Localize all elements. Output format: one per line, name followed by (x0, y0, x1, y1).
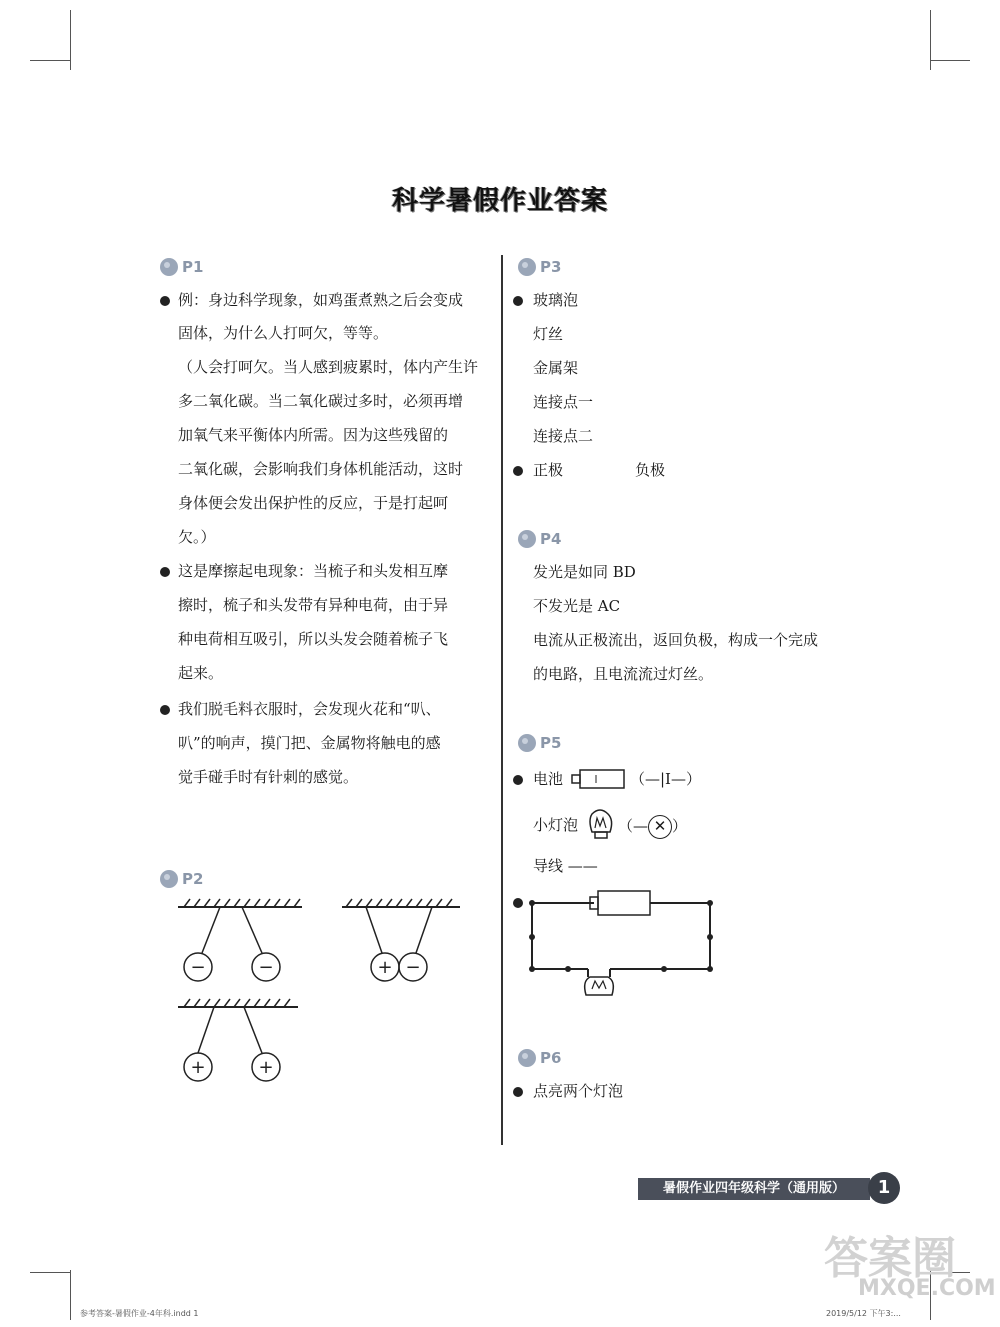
crop-mark (30, 1272, 70, 1273)
p4-text-line: 不发光是 AC (533, 597, 621, 615)
p3-negative-pole: 负极 (635, 461, 666, 479)
crop-mark (70, 10, 71, 70)
battery-icon (568, 766, 628, 792)
p3-list-item: 连接点二 (533, 427, 594, 445)
p1-text-line: 加氧气来平衡体内所需。因为这些残留的 (178, 426, 449, 444)
p1-text-line: （人会打呵欠。当人感到疲累时，体内产生许 (178, 358, 479, 376)
section-heading-label: P4 (540, 530, 562, 548)
bullet-icon (513, 296, 523, 306)
p5-battery-label: 电池 (533, 770, 564, 788)
p1-text-line: 叭”的响声，摸门把、金属物将触电的感 (178, 734, 441, 752)
section-dot-icon (518, 258, 536, 276)
charge-sign: − (190, 957, 206, 978)
p5-bulb-symbol (618, 815, 687, 839)
section-dot-icon (518, 734, 536, 752)
section-heading-p5 (518, 734, 561, 752)
bullet-icon (513, 466, 523, 476)
p4-text-line: 电流从正极流出，返回负极，构成一个完成 (533, 631, 819, 649)
p1-text-line: 我们脱毛料衣服时，会发现火花和“叭、 (178, 700, 441, 718)
print-info: 2019/5/12 下午3:... (826, 1309, 901, 1318)
crop-mark (30, 60, 70, 61)
p3-list-item: 玻璃泡 (533, 291, 579, 309)
p5-bulb-symbol-open: （— (618, 817, 649, 835)
bullet-icon (513, 1087, 523, 1097)
page-title: 科学暑假作业答案 (391, 186, 608, 216)
section-dot-icon (518, 1049, 536, 1067)
bullet-icon (160, 705, 170, 715)
p1-text-line: 例：身边科学现象，如鸡蛋煮熟之后会变成 (178, 291, 464, 309)
section-dot-icon (518, 530, 536, 548)
footer-band: 暑假作业四年级科学（通用版） (638, 1178, 870, 1200)
p4-text-line: 的电路，且电流流过灯丝。 (533, 665, 714, 683)
p3-list-item: 灯丝 (533, 325, 564, 343)
p3-list-item: 金属架 (533, 359, 579, 377)
p3-positive-pole: 正极 (533, 461, 564, 479)
p1-text-line: 固体，为什么人打呵欠，等等。 (178, 324, 389, 342)
p1-text-line: 身体便会发出保护性的反应，于是打起呵 (178, 494, 449, 512)
p1-text-line: 这是摩擦起电现象：当梳子和头发相互摩 (178, 562, 449, 580)
p2-charge-diagram (170, 895, 510, 1095)
page-number: 1 (868, 1172, 900, 1204)
section-heading-p2 (160, 870, 203, 888)
section-dot-icon (160, 870, 178, 888)
section-heading-label: P5 (540, 734, 562, 752)
section-heading-p4 (518, 530, 561, 548)
p1-text-line: 二氧化碳，会影响我们身体机能活动，这时 (178, 460, 464, 478)
p3-list-item: 连接点一 (533, 393, 594, 411)
p1-text-line: 觉手碰手时有针刺的感觉。 (178, 768, 359, 786)
watermark-logo: 答案圈 (824, 1233, 956, 1284)
p5-bulb-symbol-close: ） (672, 817, 688, 835)
charge-sign: + (258, 1057, 274, 1078)
section-heading-label: P1 (182, 258, 204, 276)
section-heading-p1 (160, 258, 203, 276)
p1-text-line: 欠。） (178, 528, 216, 546)
section-heading-label: P2 (182, 870, 204, 888)
watermark-url: MXQE.COM (858, 1276, 996, 1301)
p6-text-line: 点亮两个灯泡 (533, 1082, 624, 1100)
crop-mark (930, 60, 970, 61)
bullet-icon (513, 898, 523, 908)
circuit-diagram (524, 885, 724, 1005)
bulb-symbol-icon: ✕ (648, 815, 672, 839)
file-info: 参考答案-暑假作业-4年科.indd 1 (80, 1309, 199, 1318)
bullet-icon (160, 296, 170, 306)
crop-mark (70, 1270, 71, 1320)
p5-wire-label: 导线 —— (533, 857, 598, 875)
charge-sign: − (258, 957, 274, 978)
crop-mark (930, 10, 931, 70)
section-heading-p6 (518, 1049, 561, 1067)
p1-text-line: 起来。 (178, 664, 224, 682)
p5-bulb-label: 小灯泡 (533, 816, 579, 834)
section-heading-label: P3 (540, 258, 562, 276)
section-heading-label: P6 (540, 1049, 562, 1067)
charge-sign: − (405, 957, 421, 978)
p1-text-line: 擦时，梳子和头发带有异种电荷，由于异 (178, 596, 449, 614)
bulb-icon (586, 806, 616, 842)
p1-text-line: 种电荷相互吸引，所以头发会随着梳子飞 (178, 630, 449, 648)
p4-text-line: 发光是如同 BD (533, 563, 636, 581)
charge-sign: + (377, 957, 393, 978)
charge-sign: + (190, 1057, 206, 1078)
p1-text-line: 多二氧化碳。当二氧化碳过多时，必须再增 (178, 392, 464, 410)
bullet-icon (160, 567, 170, 577)
p5-battery-symbol: （—|I—） (630, 770, 701, 788)
section-heading-p3 (518, 258, 561, 276)
bullet-icon (513, 775, 523, 785)
section-dot-icon (160, 258, 178, 276)
